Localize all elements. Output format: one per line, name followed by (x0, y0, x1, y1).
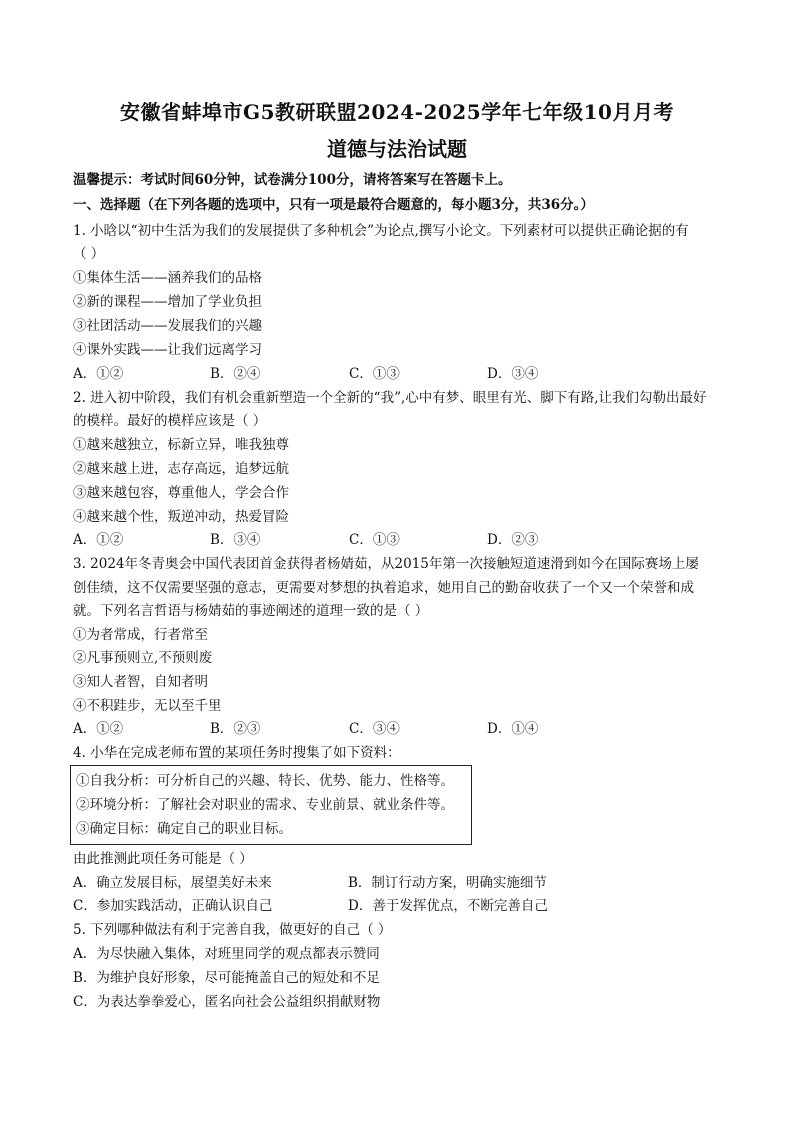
q3-stem-line3: 就。下列名言哲语与杨婧茹的事迹阐述的道理一致的是（ ） (73, 603, 429, 619)
q1-item-2: ②新的课程——增加了学业负担 (73, 294, 262, 310)
q1-item-3: ③社团活动——发展我们的兴趣 (73, 318, 262, 334)
q3-option-c: C．③④ (349, 721, 400, 737)
q2-option-b: B．③④ (210, 532, 261, 548)
q1-option-b: B．②④ (210, 366, 261, 382)
q2-stem-line1: 2. 进入初中阶段，我们有机会重新塑造一个全新的“我”,心中有梦、眼里有光、脚下有路,让我们勾勒出最好 (73, 390, 707, 406)
exam-subject: 道德与法治试题 (327, 137, 467, 161)
q1-option-c: C．①③ (349, 366, 400, 382)
q1-option-d: D．③④ (487, 366, 539, 382)
q5-option-c: C．为表达拳拳爱心，匿名向社会公益组织捐献财物 (73, 994, 381, 1010)
q5-option-b: B．为维护良好形象，尽可能掩盖自己的短处和不足 (73, 970, 380, 986)
q2-option-d: D．②③ (487, 532, 539, 548)
q1-stem-line1: 1. 小晗以“初中生活为我们的发展提供了多种机会”为论点,撰写小论文。下列素材可以提供正确论据的有 (73, 223, 689, 239)
exam-title: 安徽省蚌埠市G5教研联盟2024-2025学年七年级10月月考 (120, 100, 674, 124)
q5-stem: 5. 下列哪种做法有利于完善自我，做更好的自己（ ） (73, 922, 392, 938)
q2-option-c: C．①③ (349, 532, 400, 548)
q4-material-3: ③确定目标：确定自己的职业目标。 (76, 821, 292, 837)
q4-material-1: ①自我分析：可分析自己的兴趣、特长、优势、能力、性格等。 (76, 773, 454, 789)
q3-option-b: B．②③ (210, 721, 261, 737)
q1-item-1: ①集体生活——涵养我们的品格 (73, 270, 262, 286)
q3-option-d: D．①④ (487, 721, 539, 737)
q4-option-c: C．参加实践活动，正确认识自己 (73, 898, 273, 914)
exam-notice: 温馨提示：考试时间60分钟，试卷满分100分，请将答案写在答题卡上。 (73, 172, 512, 188)
q5-option-a: A．为尽快融入集体，对班里同学的观点都表示赞同 (73, 946, 380, 962)
q3-option-a: A．①② (73, 721, 124, 737)
q2-item-3: ③越来越包容，尊重他人，学会合作 (73, 485, 289, 501)
q3-stem-line1: 3. 2024年冬青奥会中国代表团首金获得者杨婧茹，从2015年第一次接触短道速滑到如今在国际赛场上屡 (73, 556, 699, 572)
q4-stem: 4. 小华在完成老师布置的某项任务时搜集了如下资料： (73, 745, 401, 761)
q3-item-3: ③知人者智，自知者明 (73, 674, 208, 690)
q2-option-a: A．①② (73, 532, 124, 548)
q3-item-2: ②凡事预则立,不预则废 (73, 650, 213, 666)
q1-item-4: ④课外实践——让我们远离学习 (73, 342, 262, 358)
q4-option-d: D．善于发挥优点，不断完善自己 (348, 898, 548, 914)
q1-stem-line2: （ ） (73, 246, 105, 262)
q2-item-1: ①越来越独立，标新立异，唯我独尊 (73, 437, 289, 453)
q3-item-4: ④不积跬步，无以至千里 (73, 698, 222, 714)
q1-option-a: A．①② (73, 366, 124, 382)
q2-stem-line2: 的模样。最好的模样应该是（ ） (73, 413, 267, 429)
q2-item-2: ②越来越上进，志存高远，追梦远航 (73, 461, 289, 477)
q3-stem-line2: 创佳绩，这不仅需要坚强的意志，更需要对梦想的执着追求，她用自己的勤奋收获了一个又一个荣誉和成 (73, 580, 694, 596)
q4-option-b: B．制订行动方案，明确实施细节 (348, 875, 547, 891)
q3-item-1: ①为者常成，行者常至 (73, 627, 208, 643)
q4-option-a: A．确立发展目标，展望美好未来 (73, 875, 272, 891)
q2-item-4: ④越来越个性，叛逆冲动，热爱冒险 (73, 509, 289, 525)
q4-question: 由此推测此项任务可能是（ ） (73, 851, 253, 867)
q4-material-2: ②环境分析：了解社会对职业的需求、专业前景、就业条件等。 (76, 797, 454, 813)
section-heading: 一、选择题（在下列各题的选项中，只有一项是最符合题意的，每小题3分，共36分。） (73, 197, 594, 213)
